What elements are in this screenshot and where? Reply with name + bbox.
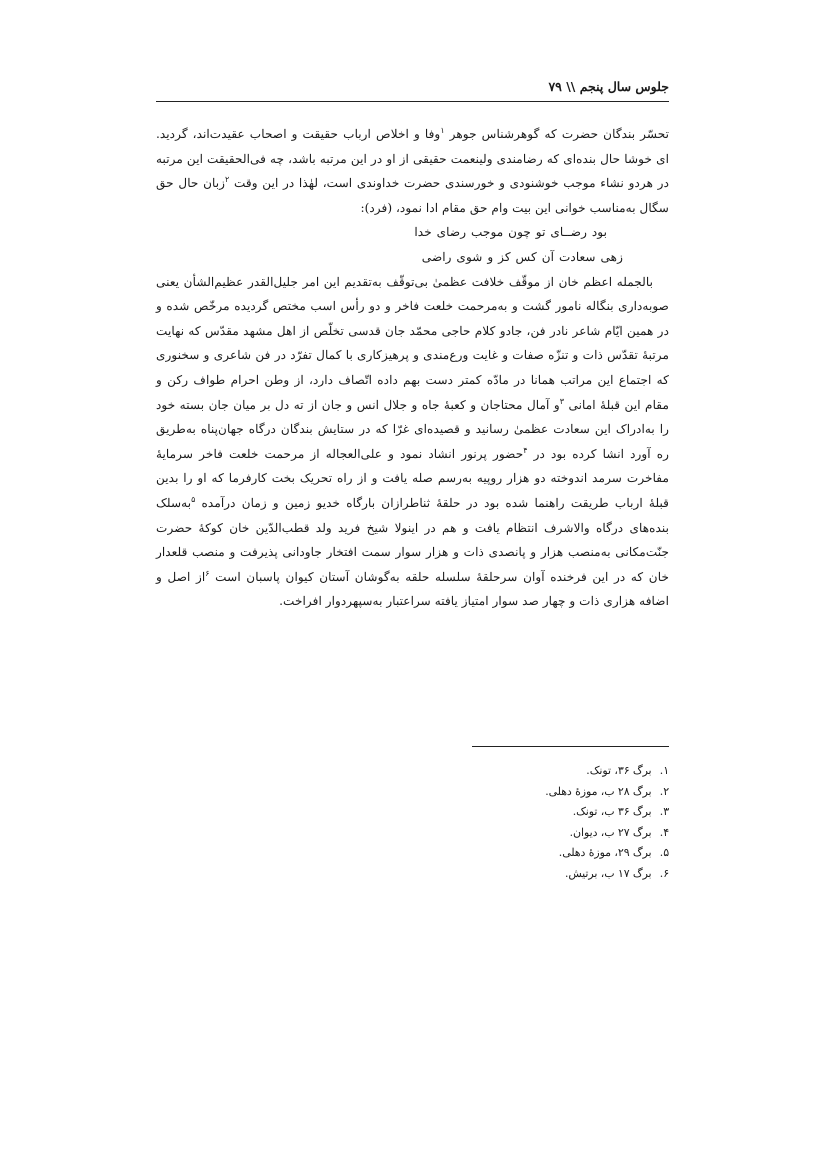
footnote-text: برگ ۲۷ ب، دیوان. (569, 825, 655, 839)
footnote-marker: ۶ (205, 568, 210, 578)
paragraph-1 (156, 122, 669, 220)
footnotes (430, 761, 669, 884)
text-run: زبان حال حق سگال به‌مناسب خوانی این بیت وام حق مقام ادا نمود، (فرد): (156, 176, 669, 215)
footnote-number: ۶. (659, 866, 669, 880)
footnote-marker: ۳ (559, 396, 565, 406)
footnote-number: ۱. (659, 764, 669, 777)
footnote-number: ۲. (659, 784, 669, 798)
footnote-text: برگ ۱۷ ب، برتیش. (564, 866, 655, 880)
text-run: تحسّر بندگان حضرت که گوهرشناس جوهر (444, 127, 669, 141)
text-run: به‌سلک بنده‌های درگاه والاشرف انتظام یافت و هم در اینولا شیخ فرید ولد قطب‌الدّین خان کوکهٔ حضرت جنّت‌مکانی به‌منصب هزار و پانصدی ذات و هزار سوار سمت افتخار جاودانی پذیرفت و منصب قلعدار خان که در این فرخنده آوان سرحلقهٔ سلسله حلقه به‌گوشان آستان کیوان پاسبان است (156, 495, 669, 584)
text-run: حضور پرنور انشاد نمود و علی‌العجاله از مرحمت خلعت فاخر سرمایهٔ مفاخرت سرمد اندوخته دو هزار روپیه به‌رسم صله یافت و از راه تحریک بخت کارفرما که او را بدین قبلهٔ ارباب طریقت راهنما شده بود در حلقهٔ ثناطرازان بارگاه خدیو زمین و زمان درآمده (156, 446, 669, 510)
footnote-text: برگ ۳۶، تونک. (586, 764, 655, 777)
text-run: از اصل و اضافه هزاری ذات و چهار صد سوار امتیاز یافته سراعتبار به‌سپهردوار افراخت. (156, 569, 669, 609)
text-run: و آمال محتاجان و کعبهٔ جاه و جلال انس و جان از ته دل بر میان جان بسته خود را به‌ادراک این سعادت عظمیٰ رسانید و قصیده‌ای غرّا که در ستایش بندگان درگاه جهان‌پناه به‌طریق ره آورد انشا کرده بود در (156, 397, 669, 461)
footnote-text: برگ ۳۶ ب، تونک. (572, 805, 655, 818)
text-run: بالجمله اعظم خان از موقّف خلافت عظمیٰ بی‌توقّف به‌تقدیم این امر جلیل‌القدر عظیم‌الشأن یعنی صوبه‌داری بنگاله نامور گشت و به‌مرحمت خلعت فاخر و دو رأس اسب مختص گردیده مرخّص شده و در همین ایّام شاعر نادر فن، جادو کلام حاجی محمّد جان قدسی تخلّص از اهل مشهد مقدّس که نهایت مرتبهٔ تقدّس ذات و تنزّه صفات و غایت ورع‌مندی و پرهیزکاری با کمال تفرّد در فن شاعری و سخنوری که اجتماع این مراتب همانا در مادّه کمتر دست بهم داده اتّصاف دارد، از وطن احرام طواف رکن و مقام این قبلهٔ امانی (156, 274, 669, 412)
verse-hemistich-2: زهی سعادت آن کس کز و شوی راضی (421, 249, 623, 264)
footnote-text: برگ ۲۸ ب، موزهٔ دهلی. (545, 784, 655, 798)
footnote-rule (472, 746, 669, 747)
footnote-marker: ۴ (523, 445, 528, 455)
footnote-item (430, 843, 669, 864)
running-head: جلوس سال پنجم \\ ۷۹ (548, 79, 669, 94)
footnote-item (430, 823, 669, 844)
body-text (156, 122, 669, 614)
text-run: وفا و اخلاص ارباب حقیقت و اصحاب عقیدت‌اند، گردید. ای خوشا حال بنده‌ای که رضامندی ولینعمت حقیقی از او در این مرتبه باشد، چه فی‌الحقیقت این مرتبه در هردو نشاء موجب خوشنودی و خورسندی حضرت خداوندی است، لهٰذا در این وقت (156, 127, 669, 191)
header-rule (156, 101, 669, 102)
footnote-number: ۳. (659, 805, 669, 818)
footnote-item (430, 802, 669, 823)
footnote-marker: ۵ (191, 494, 196, 504)
footnote-number: ۵. (659, 846, 669, 859)
footnote-marker: ۲ (225, 175, 230, 185)
footnote-marker: ۱ (440, 125, 445, 135)
footnote-number: ۴. (659, 825, 669, 839)
verse-line (156, 220, 669, 269)
footnote-item (430, 761, 669, 782)
footnote-item (430, 782, 669, 803)
paragraph-2 (156, 270, 669, 614)
footnote-item (430, 864, 669, 885)
footnote-text: برگ ۲۹، موزهٔ دهلی. (558, 846, 655, 859)
verse-hemistich-1: بود رضــای تو چون موجب رضای خدا (414, 225, 607, 240)
